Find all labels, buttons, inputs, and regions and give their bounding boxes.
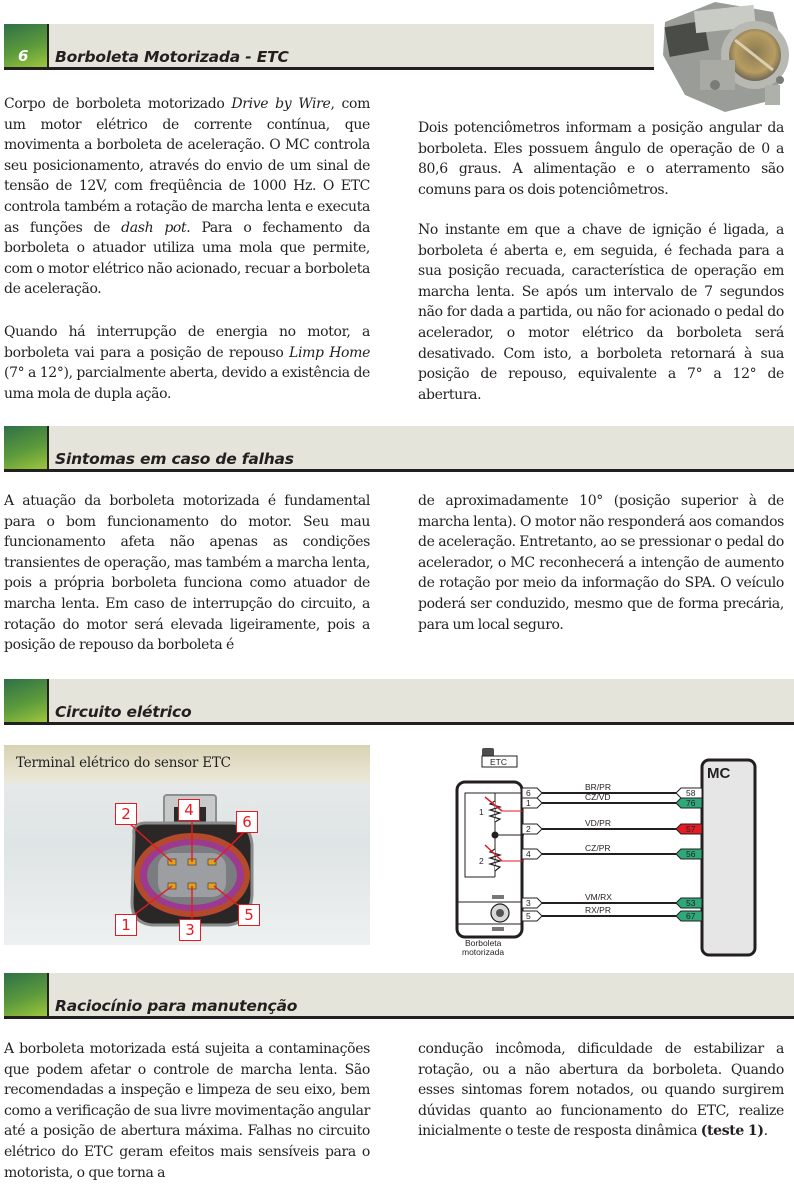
circuit-diagram: [440, 745, 794, 960]
section-badge: [4, 426, 49, 469]
section-header-maintenance: [4, 973, 794, 1019]
intro-paragraph-2: Quando há interrupção de energia no motor, a borboleta vai para a posição de repouso Limp Home (7° a 12°), parcialmente aberta, devido a existência de uma mola de dupla ação.: [4, 324, 370, 402]
component-pin: [522, 788, 542, 798]
component-name-line2: motorizada: [462, 947, 505, 957]
connector-image: [4, 745, 370, 945]
intro-paragraph-4: No instante em que a chave de ignição é ligada, a borboleta é aberta e, em seguida, é fechada para a sua posição recuada, característica de operação em marcha lenta. Se após um intervalo de 7 segundos não for dada a partida, ou não for acionado o pedal do acelerador, o motor elétrico da borboleta será desativado. Com isto, a borboleta retornará à sua posição de repouso, equivalente a 7° a 12° de abertura.: [418, 222, 784, 403]
mc-pin-number: 57: [686, 824, 696, 834]
section-title: Sintomas em caso de falhas: [55, 450, 294, 468]
maintenance-paragraph-right: condução incômoda, dificuldade de estabilizar a rotação, ou a não abertura da borboleta. Quando esses sintomas forem notados, ou quando surgirem dúvidas quanto ao funcionamento do ETC, realize inicialmente o teste de resposta dinâmica (teste 1).: [418, 1041, 784, 1140]
wire-color-code: BR/PR: [585, 782, 611, 792]
component-tag: ETC: [490, 757, 507, 767]
section-badge: [4, 679, 49, 722]
mc-label: MC: [707, 765, 731, 782]
pin-label-5: 5: [238, 904, 260, 926]
intro-paragraph-1: Corpo de borboleta motorizado Drive by Wire, com um motor elétrico de corrente contínua, que movimenta a borboleta de aceleração. O MC controla seu posicionamento, através do envio de um sinal de tensão de 12V, com freqüência de 1000 Hz. O ETC controla também a rotação de marcha lenta e executa as funções de dash pot. Para o fechamento da borboleta o atuador utiliza uma mola que permite, com o motor elétrico não acionado, recuar a borboleta de aceleração.: [4, 96, 370, 298]
wire-color-code: VD/PR: [585, 818, 611, 828]
terminal-figure: [4, 745, 370, 945]
mc-pin-number: 53: [686, 898, 696, 908]
wire-color-code: CZ/VD: [585, 792, 611, 802]
component-pin-number: 5: [526, 911, 531, 921]
component-pin: [522, 798, 542, 808]
mc-pin-number: 56: [686, 849, 696, 859]
pin-label-1: 1: [115, 914, 137, 936]
wire-vd-pr: [522, 818, 702, 834]
throttle-component-box: [457, 782, 522, 937]
throttle-body-image: [655, 0, 794, 115]
component-pin: [522, 849, 542, 859]
component-pin: [522, 898, 542, 908]
wire-cz-vd: [522, 792, 702, 808]
mc-module-box: [702, 760, 755, 955]
component-pin-number: 1: [526, 798, 531, 808]
terminal-caption: Terminal elétrico do sensor ETC: [16, 755, 231, 771]
maintenance-paragraph-left: A borboleta motorizada está sujeita a contaminações que podem afetar o controle de marcha lenta. São recomendadas a inspeção e limpeza de seu eixo, bem como a verificação de sua livre movimentação angular até a posição de abertura máxima. Falhas no circuito elétrico do ETC geram efeitos mais sensíveis para o motorista, o que torna a: [4, 1041, 370, 1181]
pin-label-4: 4: [178, 799, 200, 821]
component-pin: [522, 824, 542, 834]
mc-pin-number: 76: [686, 798, 696, 808]
section-header-etc: [4, 24, 654, 70]
pot-label-1: 1: [479, 807, 484, 817]
component-pin-number: 6: [526, 788, 531, 798]
component-pin: [522, 911, 542, 921]
wire-cz-pr: [522, 843, 702, 859]
section-number: 6: [18, 47, 29, 65]
section-title: Circuito elétrico: [55, 703, 192, 721]
section-number-badge: [4, 24, 49, 67]
component-name-line1: Borboleta: [465, 938, 502, 948]
intro-paragraph-3: Dois potenciômetros informam a posição angular da borboleta. Eles possuem ângulo de operação de 0 a 80,6 graus. A alimentação e o aterramento são comuns para os dois potenciômetros.: [418, 120, 784, 198]
pot-label-2: 2: [479, 856, 484, 866]
component-pin-number: 4: [526, 849, 531, 859]
section-header-circuit: [4, 679, 794, 725]
mc-pin-number: 58: [686, 788, 696, 798]
section-title: Raciocínio para manutenção: [55, 997, 298, 1015]
symptoms-paragraph-left: A atuação da borboleta motorizada é fundamental para o bom funcionamento do motor. Seu mau funcionamento afeta não apenas as condições transientes de operação, mas também a marcha lenta, pois a própria borboleta funciona como atuador de marcha lenta. Em caso de interrupção do circuito, a rotação do motor será elevada ligeiramente, pois a posição de repouso da borboleta é: [4, 493, 370, 654]
section-header-symptoms: [4, 426, 794, 472]
component-pin-number: 3: [526, 898, 531, 908]
mc-pin-number: 67: [686, 911, 696, 921]
wire-rx-pr: [522, 905, 702, 921]
symptoms-paragraph-right: de aproximadamente 10° (posição superior à de marcha lenta). O motor não responderá aos comandos de aceleração. Entretanto, ao se pressionar o pedal do acelerador, o MC reconhecerá a intenção de aumento de rotação por meio da informação do SPA. O veículo poderá ser conduzido, mesmo que de forma precária, para um local seguro.: [418, 493, 784, 633]
wire-color-code: VM/RX: [585, 892, 612, 902]
wire-color-code: CZ/PR: [585, 843, 611, 853]
pin-label-3: 3: [179, 919, 201, 941]
pin-label-6: 6: [236, 811, 258, 833]
wire-color-code: RX/PR: [585, 905, 611, 915]
wire-br-pr: [522, 782, 702, 798]
section-badge: [4, 973, 49, 1016]
pin-label-2: 2: [115, 803, 137, 825]
page-title: Borboleta Motorizada - ETC: [55, 48, 289, 66]
component-pin-number: 2: [526, 824, 531, 834]
wire-vm-rx: [522, 892, 702, 908]
